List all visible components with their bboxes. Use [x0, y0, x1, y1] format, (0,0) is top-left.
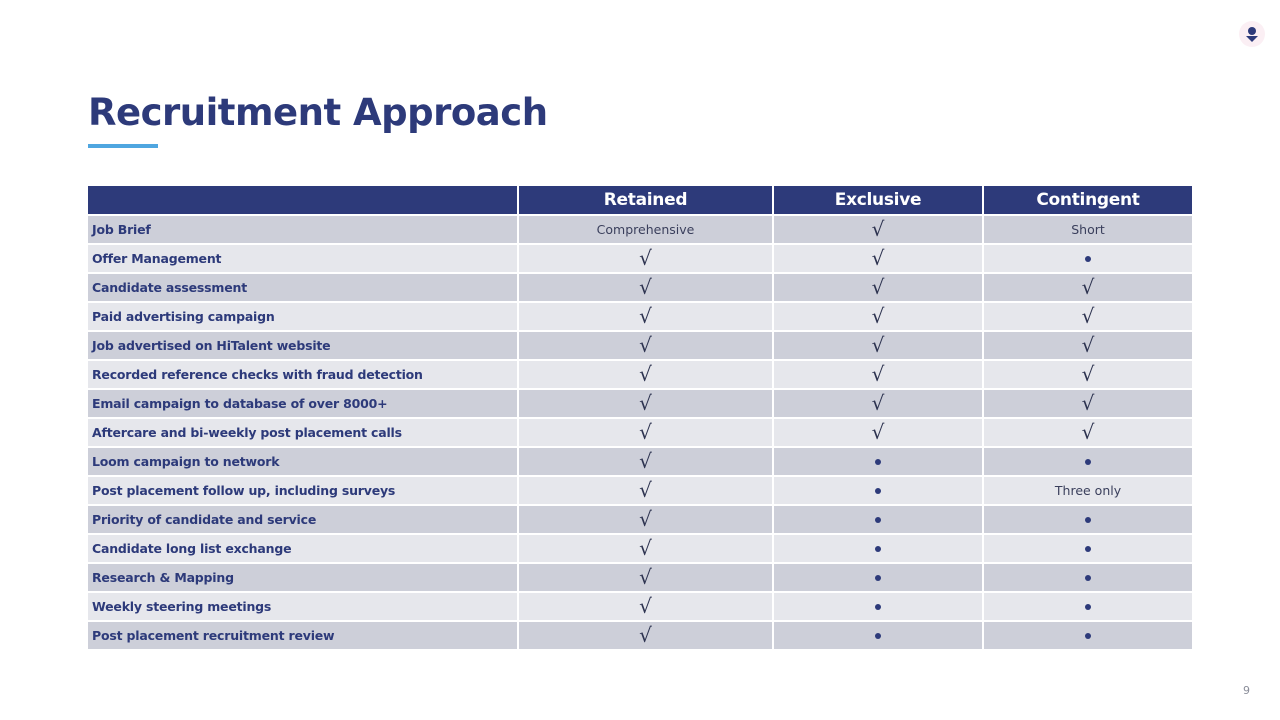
cell-exclusive	[773, 563, 983, 592]
row-label: Candidate assessment	[88, 273, 518, 302]
row-label: Weekly steering meetings	[88, 592, 518, 621]
cell-retained	[518, 418, 773, 447]
cell-exclusive	[773, 331, 983, 360]
table-row	[88, 621, 1192, 650]
bullet-dot-icon	[875, 633, 881, 639]
cell-retained	[518, 215, 773, 244]
table-row	[88, 476, 1192, 505]
cell-exclusive	[773, 360, 983, 389]
cell-exclusive	[773, 244, 983, 273]
row-label: Email campaign to database of over 8000+	[88, 389, 518, 418]
checkmark-icon: √	[639, 333, 652, 357]
table-header-row	[88, 186, 1192, 215]
cell-retained	[518, 331, 773, 360]
checkmark-icon: √	[1081, 420, 1095, 444]
cell-retained	[518, 273, 773, 302]
checkmark-icon: √	[639, 623, 652, 647]
comparison-table-container	[88, 186, 1192, 651]
bullet-dot-icon	[1085, 517, 1091, 523]
cell-retained	[518, 505, 773, 534]
checkmark-icon: √	[639, 594, 652, 618]
cell-exclusive	[773, 389, 983, 418]
row-label: Post placement follow up, including surveys	[88, 476, 518, 505]
table-row	[88, 360, 1192, 389]
page-number: 9	[1243, 684, 1250, 697]
bullet-dot-icon	[875, 488, 881, 494]
checkmark-icon: √	[1081, 333, 1095, 357]
checkmark-icon: √	[639, 449, 652, 473]
table-row	[88, 331, 1192, 360]
cell-text: Three only	[1054, 482, 1122, 498]
bullet-dot-icon	[1085, 633, 1091, 639]
header-retained: Retained	[518, 186, 773, 215]
row-label: Job advertised on HiTalent website	[88, 331, 518, 360]
checkmark-icon: √	[639, 565, 652, 589]
cell-retained	[518, 447, 773, 476]
cell-retained	[518, 476, 773, 505]
header-feature	[88, 186, 518, 215]
cell-exclusive	[773, 534, 983, 563]
checkmark-icon: √	[639, 420, 652, 444]
bullet-dot-icon	[1085, 546, 1091, 552]
checkmark-icon: √	[639, 304, 652, 328]
row-label: Post placement recruitment review	[88, 621, 518, 650]
row-label: Candidate long list exchange	[88, 534, 518, 563]
bullet-dot-icon	[875, 459, 881, 465]
table-body	[88, 215, 1192, 650]
cell-contingent	[983, 244, 1192, 273]
cell-exclusive	[773, 273, 983, 302]
checkmark-icon: √	[639, 362, 652, 386]
bullet-dot-icon	[1085, 575, 1091, 581]
checkmark-icon: √	[1081, 391, 1095, 415]
cell-text: Short	[1071, 221, 1105, 237]
table-row	[88, 215, 1192, 244]
table-row	[88, 447, 1192, 476]
cell-contingent	[983, 360, 1192, 389]
cell-retained	[518, 621, 773, 650]
hitalent-logo-icon	[1239, 21, 1265, 47]
cell-contingent	[983, 302, 1192, 331]
checkmark-icon: √	[871, 275, 885, 299]
cell-text: Comprehensive	[596, 221, 695, 237]
checkmark-icon: √	[1081, 275, 1095, 299]
cell-retained	[518, 244, 773, 273]
checkmark-icon: √	[639, 275, 652, 299]
row-label: Job Brief	[88, 215, 518, 244]
cell-retained	[518, 360, 773, 389]
bullet-dot-icon	[875, 546, 881, 552]
bullet-dot-icon	[1085, 256, 1091, 262]
checkmark-icon: √	[871, 304, 885, 328]
cell-contingent	[983, 215, 1192, 244]
cell-exclusive	[773, 592, 983, 621]
checkmark-icon: √	[871, 217, 885, 241]
header-contingent: Contingent	[983, 186, 1192, 215]
cell-contingent	[983, 389, 1192, 418]
table-row	[88, 389, 1192, 418]
cell-exclusive	[773, 215, 983, 244]
bullet-dot-icon	[875, 604, 881, 610]
checkmark-icon: √	[639, 536, 652, 560]
row-label: Research & Mapping	[88, 563, 518, 592]
table-row	[88, 302, 1192, 331]
checkmark-icon: √	[1081, 362, 1095, 386]
cell-retained	[518, 563, 773, 592]
cell-contingent	[983, 273, 1192, 302]
checkmark-icon: √	[871, 420, 885, 444]
recruitment-approach-table	[88, 186, 1192, 651]
bullet-dot-icon	[875, 575, 881, 581]
checkmark-icon: √	[871, 391, 885, 415]
checkmark-icon: √	[871, 362, 885, 386]
row-label: Loom campaign to network	[88, 447, 518, 476]
cell-contingent	[983, 331, 1192, 360]
row-label: Priority of candidate and service	[88, 505, 518, 534]
cell-exclusive	[773, 447, 983, 476]
cell-contingent	[983, 592, 1192, 621]
checkmark-icon: √	[871, 246, 885, 270]
checkmark-icon: √	[639, 246, 652, 270]
checkmark-icon: √	[639, 391, 652, 415]
checkmark-icon: √	[639, 507, 652, 531]
checkmark-icon: √	[1081, 304, 1095, 328]
table-row	[88, 244, 1192, 273]
bullet-dot-icon	[1085, 604, 1091, 610]
cell-retained	[518, 534, 773, 563]
cell-contingent	[983, 621, 1192, 650]
cell-retained	[518, 592, 773, 621]
table-row	[88, 505, 1192, 534]
cell-contingent	[983, 447, 1192, 476]
row-label: Recorded reference checks with fraud detection	[88, 360, 518, 389]
page-title: Recruitment Approach	[88, 91, 548, 134]
table-row	[88, 418, 1192, 447]
logo-dot	[1248, 27, 1256, 35]
cell-contingent	[983, 534, 1192, 563]
table-row	[88, 563, 1192, 592]
row-label: Paid advertising campaign	[88, 302, 518, 331]
table-row	[88, 534, 1192, 563]
bullet-dot-icon	[1085, 459, 1091, 465]
row-label: Aftercare and bi-weekly post placement calls	[88, 418, 518, 447]
cell-exclusive	[773, 302, 983, 331]
header-exclusive: Exclusive	[773, 186, 983, 215]
cell-retained	[518, 302, 773, 331]
cell-contingent	[983, 563, 1192, 592]
row-label: Offer Management	[88, 244, 518, 273]
cell-exclusive	[773, 621, 983, 650]
checkmark-icon: √	[871, 333, 885, 357]
checkmark-icon: √	[639, 478, 652, 502]
cell-exclusive	[773, 476, 983, 505]
cell-exclusive	[773, 418, 983, 447]
logo-chevron	[1246, 36, 1258, 42]
table-row	[88, 273, 1192, 302]
cell-contingent	[983, 418, 1192, 447]
title-underline	[88, 144, 158, 148]
cell-contingent	[983, 505, 1192, 534]
cell-contingent	[983, 476, 1192, 505]
cell-exclusive	[773, 505, 983, 534]
cell-retained	[518, 389, 773, 418]
table-row	[88, 592, 1192, 621]
bullet-dot-icon	[875, 517, 881, 523]
